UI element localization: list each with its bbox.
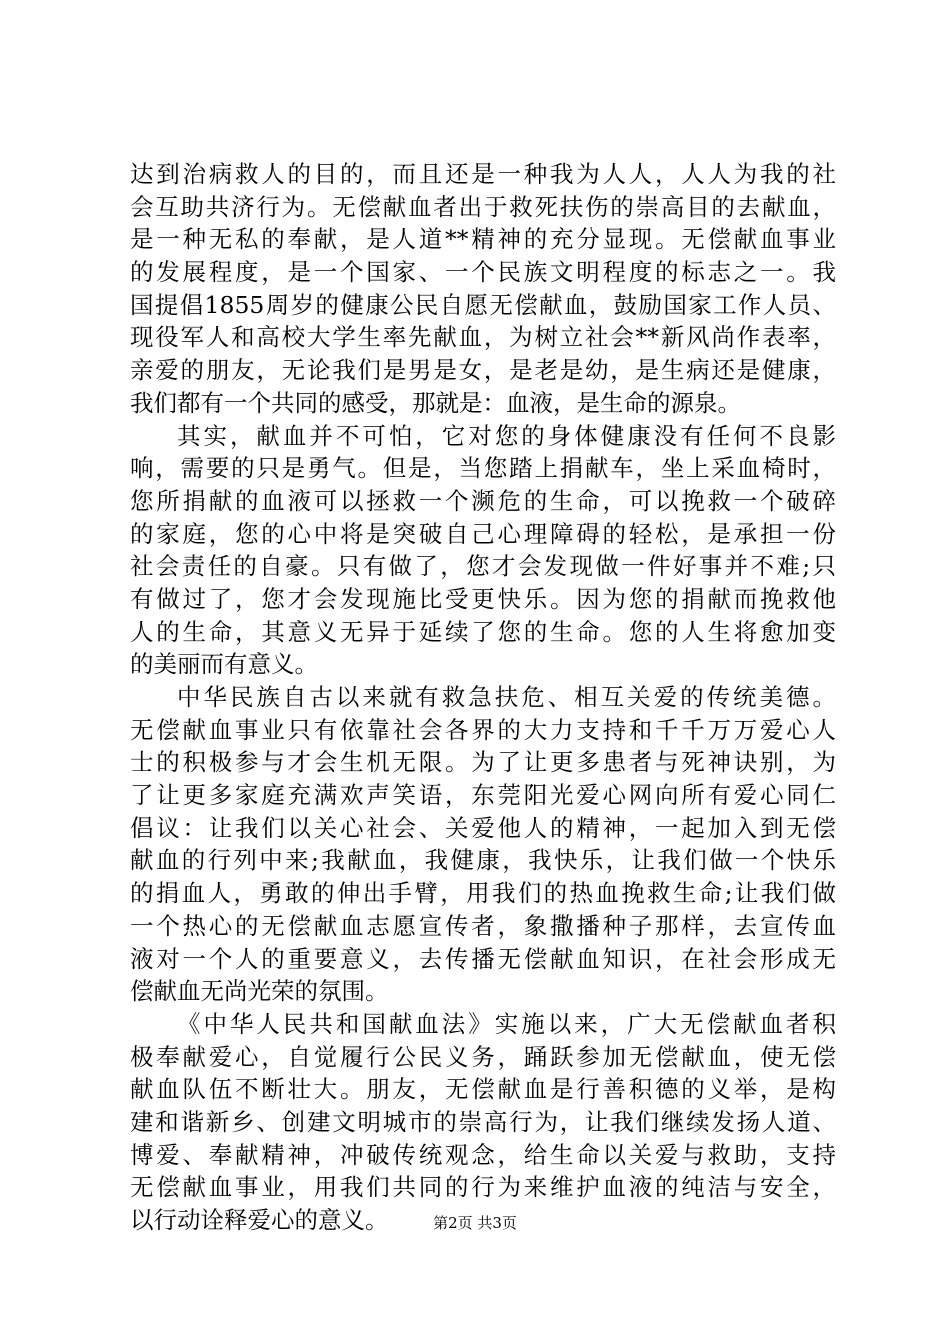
paragraph-first-line: 《中华人民共和国献血法》实施以来，广大无偿献血者积 xyxy=(177,1009,836,1038)
text-line: 是一种无私的奉献，是人道**精神的充分显现。无偿献血事业 xyxy=(130,225,836,254)
text-line: 国提倡1855周岁的健康公民自愿无偿献血，鼓励国家工作人员、 xyxy=(130,290,836,319)
text-line: 的美丽而有意义。 xyxy=(130,650,318,679)
text-line: 无偿献血事业只有依靠社会各界的大力支持和千千万万爱心人 xyxy=(130,715,836,744)
text-line: 偿献血无尚光荣的氛围。 xyxy=(130,977,389,1006)
text-line: 亲爱的朋友，无论我们是男是女，是老是幼，是生病还是健康， xyxy=(130,356,836,385)
text-line: 的发展程度，是一个国家、一个民族文明程度的标志之一。我 xyxy=(130,258,836,287)
document-body xyxy=(130,158,836,1237)
text-line: 会互助共济行为。无偿献血者出于救死扶伤的崇高目的去献血， xyxy=(130,192,836,221)
text-line: 献血队伍不断壮大。朋友，无偿献血是行善积德的义举，是构 xyxy=(130,1075,836,1104)
page-footer: 第2页 共3页 xyxy=(433,1214,517,1232)
text-line: 社会责任的自豪。只有做了，您才会发现做一件好事并不难;只 xyxy=(130,552,836,581)
text-line: 建和谐新乡、创建文明城市的崇高行为，让我们继续发扬人道、 xyxy=(130,1107,836,1136)
text-line: 的捐血人，勇敢的伸出手臂，用我们的热血挽救生命;让我们做 xyxy=(130,879,836,908)
text-line: 以行动诠释爱心的意义。 xyxy=(130,1206,389,1234)
text-line: 倡议：让我们以关心社会、关爱他人的精神，一起加入到无偿 xyxy=(130,813,836,842)
text-line: 液对一个人的重要意义，去传播无偿献血知识，在社会形成无 xyxy=(130,944,836,973)
text-line: 献血的行列中来;我献血，我健康，我快乐，让我们做一个快乐 xyxy=(130,846,836,875)
text-line: 士的积极参与才会生机无限。为了让更多患者与死神诀别，为 xyxy=(130,748,836,777)
text-line: 一个热心的无偿献血志愿宣传者，象撒播种子那样，去宣传血 xyxy=(130,911,836,940)
text-line: 现役军人和高校大学生率先献血，为树立社会**新风尚作表率， xyxy=(130,323,836,352)
text-line: 人的生命，其意义无异于延续了您的生命。您的人生将愈加变 xyxy=(130,617,836,646)
text-line: 无偿献血事业，用我们共同的行为来维护血液的纯洁与安全， xyxy=(130,1173,836,1202)
text-line: 的家庭，您的心中将是突破自己心理障碍的轻松，是承担一份 xyxy=(130,519,836,548)
paragraph-first-line: 中华民族自古以来就有救急扶危、相互关爱的传统美德。 xyxy=(177,683,836,711)
text-line: 我们都有一个共同的感受，那就是：血液，是生命的源泉。 xyxy=(130,388,741,417)
text-line: 了让更多家庭充满欢声笑语，东莞阳光爱心网向所有爱心同仁 xyxy=(130,781,836,810)
text-line: 响，需要的只是勇气。但是，当您踏上捐献车，坐上采血椅时， xyxy=(130,454,836,483)
text-line: 博爱、奉献精神，冲破传统观念，给生命以关爱与救助，支持 xyxy=(130,1140,836,1169)
paragraph-first-line: 其实，献血并不可怕，它对您的身体健康没有任何不良影 xyxy=(177,421,836,450)
text-line: 达到治病救人的目的，而且还是一种我为人人，人人为我的社 xyxy=(130,160,836,188)
text-line: 有做过了，您才会发现施比受更快乐。因为您的捐献而挽救他 xyxy=(130,584,836,613)
text-line: 您所捐献的血液可以拯救一个濒危的生命，可以挽救一个破碎 xyxy=(130,486,836,515)
text-line: 极奉献爱心，自觉履行公民义务，踊跃参加无偿献血，使无偿 xyxy=(130,1042,836,1071)
